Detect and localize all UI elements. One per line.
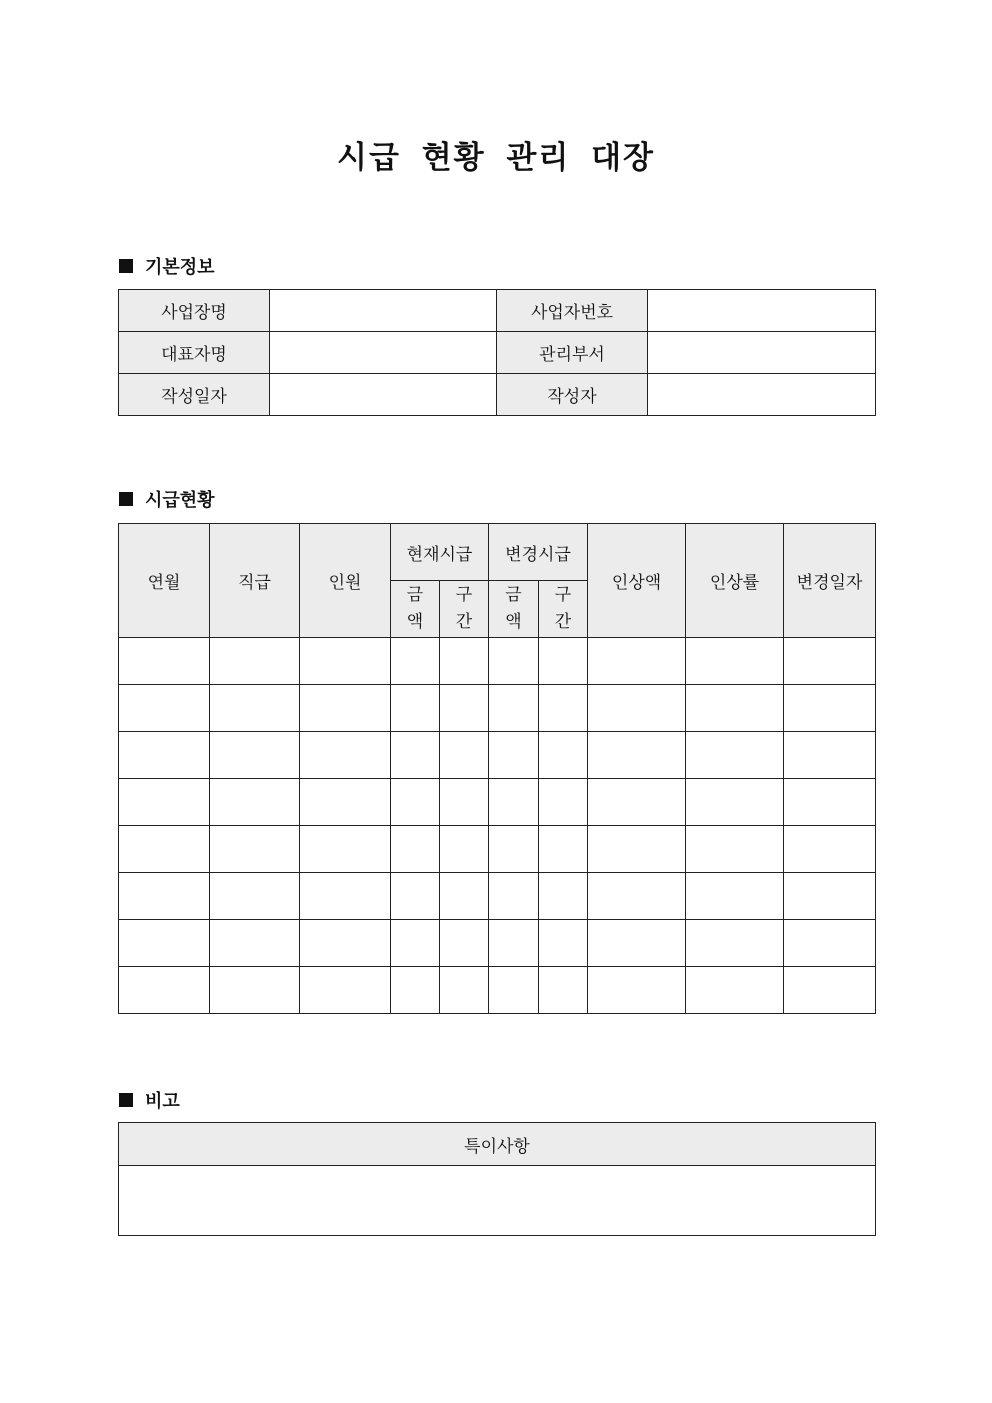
col-header-changed-wage: 변경시급 — [489, 524, 588, 581]
section-heading-wage-status — [119, 486, 215, 512]
cell-year-month[interactable] — [119, 779, 210, 826]
cell-position[interactable] — [210, 779, 300, 826]
cell-current-amount[interactable] — [391, 779, 440, 826]
cell-position[interactable] — [210, 967, 300, 1014]
cell-changed-range[interactable] — [539, 873, 588, 920]
col-header-current-range: 구 간 — [440, 581, 489, 638]
field-date-written[interactable] — [270, 374, 497, 416]
cell-current-range[interactable] — [440, 685, 489, 732]
col-header-change-date: 변경일자 — [784, 524, 876, 638]
cell-year-month[interactable] — [119, 873, 210, 920]
square-bullet-icon — [119, 492, 133, 506]
field-business-number[interactable] — [648, 290, 876, 332]
cell-changed-range[interactable] — [539, 920, 588, 967]
table-row — [119, 732, 876, 779]
cell-current-range[interactable] — [440, 967, 489, 1014]
label-business-number: 사업자번호 — [497, 290, 648, 332]
section-heading-wage-status-label: 시급현황 — [145, 490, 215, 511]
label-department: 관리부서 — [497, 332, 648, 374]
col-header-headcount: 인원 — [300, 524, 391, 638]
cell-position[interactable] — [210, 920, 300, 967]
table-row — [119, 374, 876, 416]
cell-changed-amount[interactable] — [489, 685, 539, 732]
table-row — [119, 332, 876, 374]
cell-changed-amount[interactable] — [489, 920, 539, 967]
cell-raise-rate[interactable] — [686, 638, 784, 685]
label-writer: 작성자 — [497, 374, 648, 416]
field-department[interactable] — [648, 332, 876, 374]
cell-raise-rate[interactable] — [686, 779, 784, 826]
table-row — [119, 779, 876, 826]
section-heading-remarks — [119, 1087, 180, 1113]
table-row — [119, 638, 876, 685]
remarks-table — [118, 1122, 876, 1236]
col-header-year-month: 연월 — [119, 524, 210, 638]
cell-headcount[interactable] — [300, 685, 391, 732]
cell-year-month[interactable] — [119, 638, 210, 685]
label-date-written: 작성일자 — [119, 374, 270, 416]
cell-headcount[interactable] — [300, 967, 391, 1014]
col-header-changed-amount: 금 액 — [489, 581, 539, 638]
cell-changed-amount[interactable] — [489, 638, 539, 685]
cell-current-range[interactable] — [440, 873, 489, 920]
field-special-notes[interactable] — [119, 1166, 876, 1236]
cell-changed-range[interactable] — [539, 826, 588, 873]
cell-raise-amount[interactable] — [588, 779, 686, 826]
cell-position[interactable] — [210, 638, 300, 685]
square-bullet-icon — [119, 1093, 133, 1107]
cell-current-amount[interactable] — [391, 732, 440, 779]
cell-raise-amount[interactable] — [588, 967, 686, 1014]
cell-changed-amount[interactable] — [489, 779, 539, 826]
cell-changed-amount[interactable] — [489, 732, 539, 779]
cell-position[interactable] — [210, 685, 300, 732]
cell-headcount[interactable] — [300, 779, 391, 826]
table-row — [119, 826, 876, 873]
label-special-notes: 특이사항 — [119, 1123, 876, 1166]
cell-raise-rate[interactable] — [686, 967, 784, 1014]
cell-headcount[interactable] — [300, 638, 391, 685]
wage-status-rows — [119, 638, 876, 1014]
cell-changed-amount[interactable] — [489, 826, 539, 873]
table-row — [119, 967, 876, 1014]
cell-raise-rate[interactable] — [686, 732, 784, 779]
cell-position[interactable] — [210, 873, 300, 920]
cell-changed-amount[interactable] — [489, 873, 539, 920]
cell-change-date[interactable] — [784, 732, 876, 779]
col-header-raise-amount: 인상액 — [588, 524, 686, 638]
cell-change-date[interactable] — [784, 638, 876, 685]
cell-current-range[interactable] — [440, 779, 489, 826]
col-header-raise-rate: 인상률 — [686, 524, 784, 638]
wage-status-table — [118, 523, 876, 1014]
cell-current-amount[interactable] — [391, 638, 440, 685]
basic-info-table — [118, 289, 876, 416]
table-header-row — [119, 1123, 876, 1166]
cell-current-amount[interactable] — [391, 685, 440, 732]
cell-changed-range[interactable] — [539, 685, 588, 732]
cell-year-month[interactable] — [119, 732, 210, 779]
cell-position[interactable] — [210, 826, 300, 873]
cell-changed-range[interactable] — [539, 967, 588, 1014]
cell-current-range[interactable] — [440, 732, 489, 779]
field-business-name[interactable] — [270, 290, 497, 332]
cell-changed-range[interactable] — [539, 732, 588, 779]
cell-current-range[interactable] — [440, 638, 489, 685]
cell-year-month[interactable] — [119, 685, 210, 732]
table-row — [119, 920, 876, 967]
cell-raise-rate[interactable] — [686, 920, 784, 967]
col-header-current-amount: 금 액 — [391, 581, 440, 638]
table-row — [119, 290, 876, 332]
cell-change-date[interactable] — [784, 873, 876, 920]
section-heading-remarks-label: 비고 — [145, 1091, 180, 1112]
cell-current-range[interactable] — [440, 920, 489, 967]
cell-change-date[interactable] — [784, 779, 876, 826]
table-row — [119, 685, 876, 732]
label-business-name: 사업장명 — [119, 290, 270, 332]
cell-current-amount[interactable] — [391, 873, 440, 920]
cell-changed-amount[interactable] — [489, 967, 539, 1014]
square-bullet-icon — [119, 259, 133, 273]
cell-change-date[interactable] — [784, 685, 876, 732]
cell-changed-range[interactable] — [539, 638, 588, 685]
cell-year-month[interactable] — [119, 920, 210, 967]
cell-raise-rate[interactable] — [686, 873, 784, 920]
cell-raise-amount[interactable] — [588, 685, 686, 732]
field-representative[interactable] — [270, 332, 497, 374]
cell-raise-amount[interactable] — [588, 732, 686, 779]
cell-position[interactable] — [210, 732, 300, 779]
cell-raise-amount[interactable] — [588, 920, 686, 967]
cell-current-amount[interactable] — [391, 967, 440, 1014]
table-row — [119, 1166, 876, 1236]
section-heading-basic-info — [119, 253, 215, 279]
cell-change-date[interactable] — [784, 967, 876, 1014]
field-writer[interactable] — [648, 374, 876, 416]
cell-raise-amount[interactable] — [588, 873, 686, 920]
cell-raise-rate[interactable] — [686, 685, 784, 732]
cell-raise-amount[interactable] — [588, 826, 686, 873]
cell-current-amount[interactable] — [391, 826, 440, 873]
label-representative: 대표자명 — [119, 332, 270, 374]
cell-current-range[interactable] — [440, 826, 489, 873]
cell-year-month[interactable] — [119, 967, 210, 1014]
table-header-row — [119, 524, 876, 581]
cell-headcount[interactable] — [300, 732, 391, 779]
cell-changed-range[interactable] — [539, 779, 588, 826]
cell-headcount[interactable] — [300, 920, 391, 967]
col-header-changed-range: 구 간 — [539, 581, 588, 638]
cell-year-month[interactable] — [119, 826, 210, 873]
cell-headcount[interactable] — [300, 873, 391, 920]
document-title: 시급 현황 관리 대장 — [337, 140, 655, 176]
col-header-position: 직급 — [210, 524, 300, 638]
cell-current-amount[interactable] — [391, 920, 440, 967]
cell-raise-rate[interactable] — [686, 826, 784, 873]
col-header-current-wage: 현재시급 — [391, 524, 489, 581]
cell-raise-amount[interactable] — [588, 638, 686, 685]
cell-headcount[interactable] — [300, 826, 391, 873]
cell-change-date[interactable] — [784, 826, 876, 873]
section-heading-basic-info-label: 기본정보 — [145, 257, 215, 278]
table-row — [119, 873, 876, 920]
cell-change-date[interactable] — [784, 920, 876, 967]
